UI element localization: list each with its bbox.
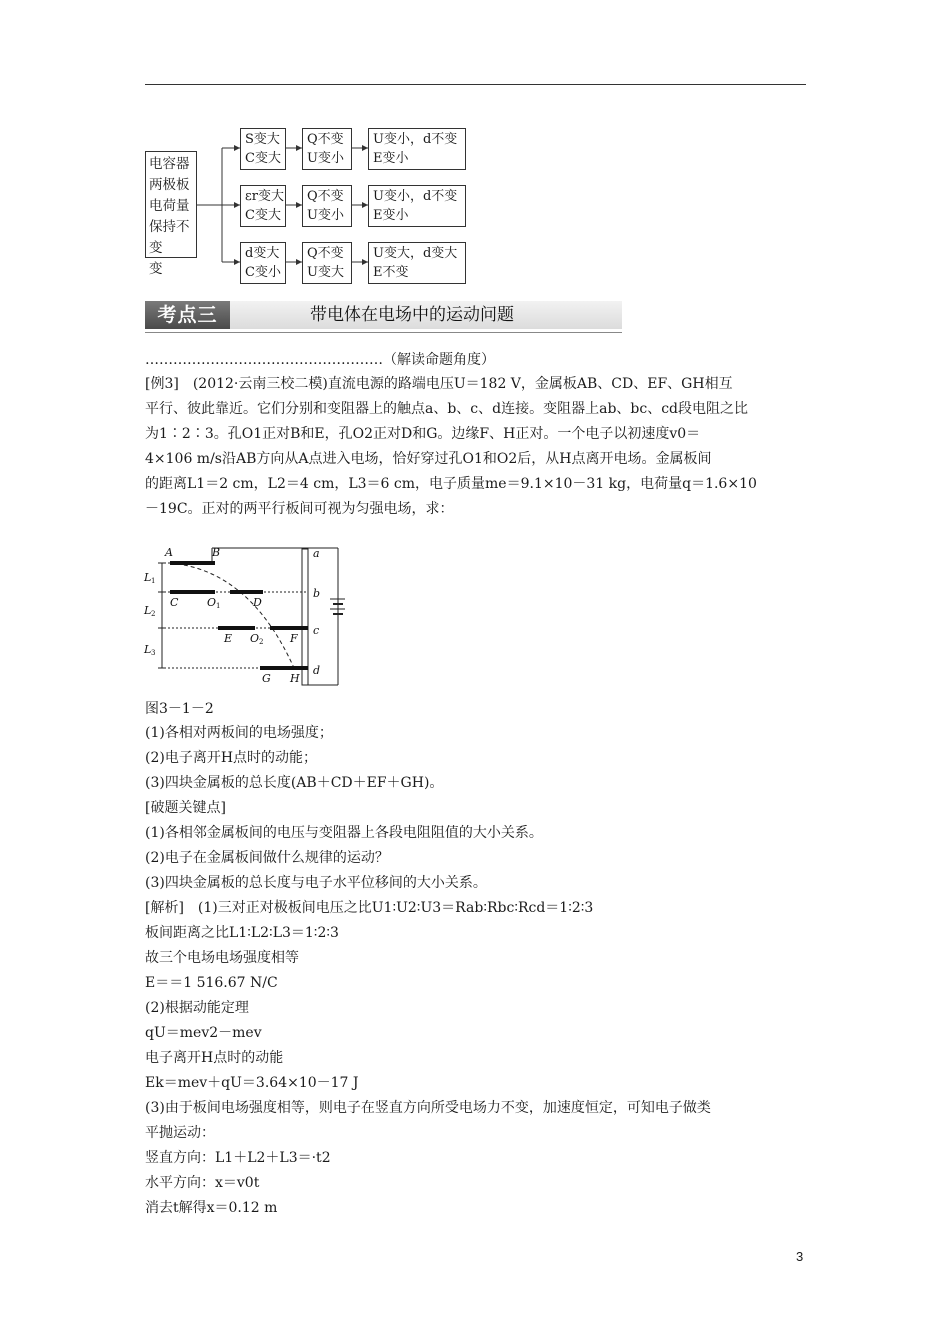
- flowchart-lead-box: [145, 151, 197, 277]
- mid-box-3: [302, 242, 352, 284]
- label-a: a: [313, 547, 320, 560]
- body-line: (3)四块金属板的总长度与电子水平位移间的大小关系。: [145, 875, 487, 891]
- body-line: [破题关键点]: [145, 800, 226, 816]
- label-O2-sub: 2: [259, 638, 264, 646]
- label-L1-sub: 1: [151, 577, 156, 585]
- cause-box-1: [240, 128, 286, 170]
- figure-caption: 图3－1－2: [145, 701, 214, 717]
- lead-line: 保持不变: [149, 219, 190, 256]
- mid-text: Q不变: [307, 246, 344, 261]
- body-line: 竖直方向：L1＋L2＋L3＝·t2: [145, 1150, 331, 1166]
- cause-text: εr变大: [245, 189, 284, 204]
- label-H: H: [290, 672, 300, 685]
- label-O1-sub: 1: [216, 602, 221, 610]
- body-line: 平抛运动：: [145, 1125, 215, 1141]
- mid-text: U变大: [307, 265, 344, 280]
- label-c: c: [313, 624, 320, 637]
- intro-line: ……………………………………………（解读命题角度）: [145, 352, 495, 368]
- label-L3-sub: 3: [151, 649, 156, 657]
- body-line: 电子离开H点时的动能: [145, 1050, 284, 1066]
- label-L3: L: [144, 643, 152, 656]
- lead-line: 电荷量: [149, 198, 190, 214]
- result-text: U变小，d不变: [373, 189, 458, 204]
- label-L1: L: [144, 571, 152, 584]
- cause-text: d变大: [245, 246, 280, 261]
- cause-text: C变小: [245, 265, 281, 280]
- cause-text: C变大: [245, 208, 281, 223]
- label-D: D: [253, 596, 262, 609]
- section-header: [145, 301, 622, 333]
- body-line: (2)电子在金属板间做什么规律的运动？: [145, 850, 389, 866]
- body-line: 故三个电场电场强度相等: [145, 950, 299, 966]
- problem-line: 平行、彼此靠近。它们分别和变阻器上的触点a、b、c、d连接。变阻器上ab、bc、cd段电阻之比: [145, 401, 749, 417]
- cause-text: C变大: [245, 151, 281, 166]
- body-line: (1)各相邻金属板间的电压与变阻器上各段电阻阻值的大小关系。: [145, 825, 543, 841]
- cause-box-2: [240, 185, 286, 227]
- label-L2-sub: 2: [151, 610, 156, 618]
- result-text: E变小: [373, 151, 409, 166]
- body-line: (1)各相对两板间的电场强度；: [145, 725, 333, 741]
- body-line: 水平方向：x＝v0t: [145, 1175, 260, 1191]
- mid-box-1: [302, 128, 352, 170]
- mid-text: Q不变: [307, 189, 344, 204]
- result-box-2: [368, 185, 466, 227]
- flowchart-connectors: [0, 0, 950, 300]
- problem-line: [例3] (2012·云南三校二模)直流电源的路端电压U＝182 V，金属板AB、CD、EF、GH相互: [145, 376, 733, 392]
- label-B: B: [212, 546, 221, 559]
- lead-line: 电容器: [149, 156, 190, 172]
- result-box-1: [368, 128, 466, 170]
- label-G: G: [262, 672, 271, 685]
- problem-line: 为1∶2∶3。孔O1正对B和E，孔O2正对D和G。边缘F、H正对。一个电子以初速度v0＝: [145, 426, 701, 442]
- body-line: E＝＝1 516.67 N/C: [145, 975, 278, 991]
- result-text: U变大，d变大: [373, 246, 458, 261]
- body-line: Ek＝mev＋qU＝3.64×10－17 J: [145, 1075, 359, 1091]
- cause-box-3: [240, 242, 286, 284]
- label-d: d: [313, 664, 321, 677]
- page-number: 3: [796, 1249, 804, 1264]
- problem-line: 4×106 m/s沿AB方向从A点进入电场，恰好穿过孔O1和O2后，从H点离开电场。金属板间: [145, 451, 712, 467]
- section-tag: 考点三: [145, 301, 230, 329]
- result-text: U变小，d不变: [373, 132, 458, 147]
- figure-plates-diagram: [140, 535, 345, 690]
- label-E: E: [224, 632, 233, 645]
- mid-text: U变小: [307, 208, 344, 223]
- result-box-3: [368, 242, 466, 284]
- mid-box-2: [302, 185, 352, 227]
- body-line: qU＝mev2－mev: [145, 1025, 262, 1041]
- body-line: (3)四块金属板的总长度(AB＋CD＋EF＋GH)。: [145, 775, 444, 791]
- result-text: E不变: [373, 265, 409, 280]
- body-line: (2)根据动能定理: [145, 1000, 249, 1016]
- body-line: 板间距离之比L1∶L2∶L3＝1∶2∶3: [145, 925, 339, 941]
- section-underline: [145, 332, 622, 333]
- body-line: (2)电子离开H点时的动能；: [145, 750, 318, 766]
- label-A: A: [165, 546, 173, 559]
- problem-line: 的距离L1＝2 cm，L2＝4 cm，L3＝6 cm，电子质量me＝9.1×10－31 kg，电荷量q＝1.6×10: [145, 476, 757, 492]
- body-line: (3)由于板间电场强度相等，则电子在竖直方向所受电场力不变，加速度恒定，可知电子做类: [145, 1100, 711, 1116]
- mid-text: U变小: [307, 151, 344, 166]
- body-line: 消去t解得x＝0.12 m: [145, 1200, 278, 1216]
- problem-line: －19C。正对的两平行板间可视为匀强电场，求：: [145, 501, 454, 517]
- label-C: C: [170, 596, 179, 609]
- lead-line: 两极板: [149, 177, 190, 193]
- label-b: b: [313, 587, 321, 600]
- label-F: F: [290, 632, 298, 645]
- result-text: E变小: [373, 208, 409, 223]
- lead-line: 变: [149, 261, 163, 277]
- section-title: 带电体在电场中的运动问题: [310, 305, 514, 325]
- cause-text: S变大: [245, 132, 280, 147]
- mid-text: Q不变: [307, 132, 344, 147]
- label-L2: L: [144, 604, 152, 617]
- label-O2: O: [250, 632, 260, 645]
- body-line: [解析] (1)三对正对极板间电压之比U1∶U2∶U3＝Rab∶Rbc∶Rcd＝1∶2∶3: [145, 900, 594, 916]
- label-O1: O: [207, 596, 217, 609]
